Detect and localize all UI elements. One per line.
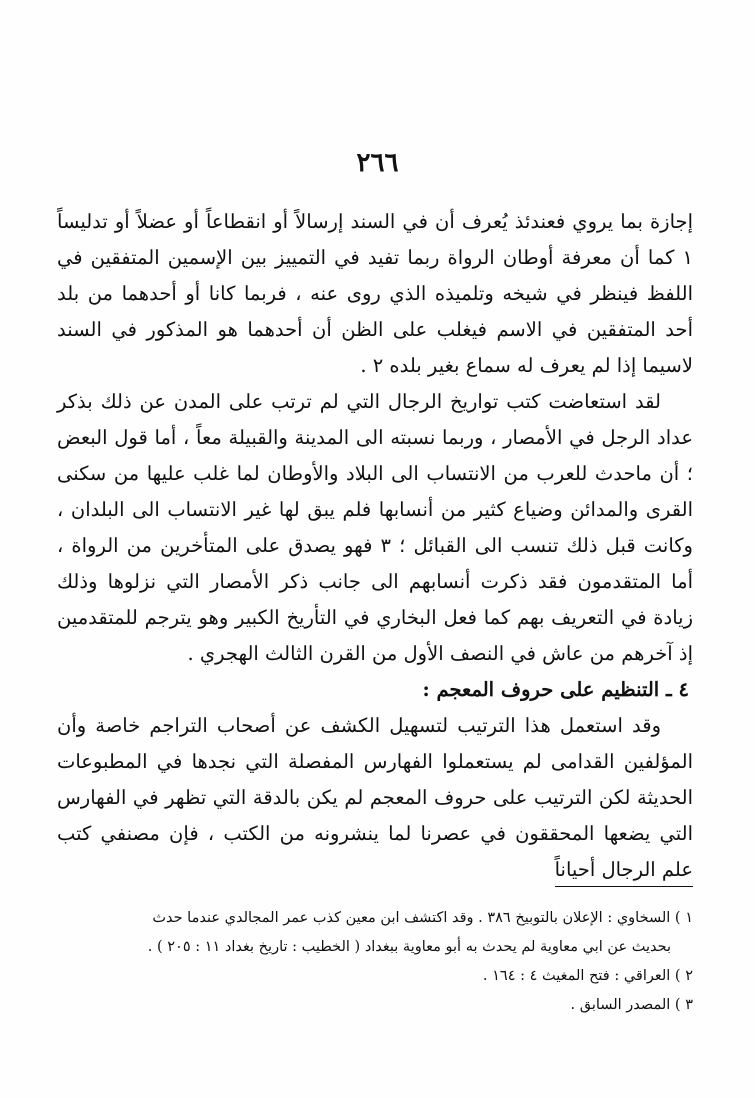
footnote-divider [555, 886, 693, 887]
footnote-2: ٢ ) العراقي : فتح المغيث ٤ : ١٦٤ . [482, 968, 693, 984]
footnote-1-continued: بحديث عن ابي معاوية لم يحدث به أبو معاوية ببغداد ( الخطيب : تاريخ بغداد ١١ : ٢٠٥ ) . [147, 939, 671, 955]
section-heading: ٤ ـ التنظيم على حروف المعجم : [422, 678, 689, 701]
footnote-1: ١ ) السخاوي : الإعلان بالتوبيخ ٣٨٦ . وقد اكتشف ابن معين كذب عمر المجالدي عندما حدث [152, 910, 693, 926]
page-number: ٢٦٦ [356, 148, 399, 178]
main-text [57, 204, 693, 888]
paragraph-1: إجازة بما يروي فعندئذ يُعرف أن في السند إرسالاً أو انقطاعاً أو عضلاً أو تدليساً ١ كما أن معرفة أوطان الرواة ربما تفيد في التمييز بين الإسمين المتفقين في اللفظ فينظر في شيخه وتلميذه الذي روى عنه ، فربما كانا أو أحدهما من بلد أحد المتفقين في الاسم فيغلب على الظن أن أحدهما هو المذكور في السند لاسيما إذا لم يعرف له سماع بغير بلده ٢ . [57, 210, 693, 377]
footnote-3: ٣ ) المصدر السابق . [570, 997, 693, 1013]
paragraph-2: لقد استعاضت كتب تواريخ الرجال التي لم ترتب على المدن عن ذلك بذكر عداد الرجل في الأمصار ، وربما نسبته الى المدينة والقبيلة معاً ، أما قول البعض ؛ أن ماحدث للعرب من الانتساب الى البلاد والأوطان لما غلب عليها من سكنى القرى والمدائن وضياع كثير من أنسابها فلم يبق لها غير الانتساب الى البلدان ، وكانت قبل ذلك تنسب الى القبائل ؛ ٣ فهو يصدق على المتأخرين من الرواة ، أما المتقدمون فقد ذكرت أنسابهم الى جانب ذكر الأمصار التي نزلوها وذلك زيادة في التعريف بهم كما فعل البخاري في التأريخ الكبير وهو يترجم للمتقدمين إذ آخرهم من عاش في النصف الأول من القرن الثالث الهجري . [57, 390, 693, 665]
paragraph-3: وقد استعمل هذا الترتيب لتسهيل الكشف عن أصحاب التراجم خاصة وأن المؤلفين القدامى لم يستعملوا الفهارس المفصلة التي نجدها في المطبوعات الحديثة لكن الترتيب على حروف المعجم لم يكن بالدقة التي تظهر في الفهارس التي يضعها المحققون في عصرنا لما ينشرونه من الكتب ، فإن مصنفي كتب علم الرجال أحياناً [57, 714, 693, 881]
footnotes [57, 904, 693, 1020]
